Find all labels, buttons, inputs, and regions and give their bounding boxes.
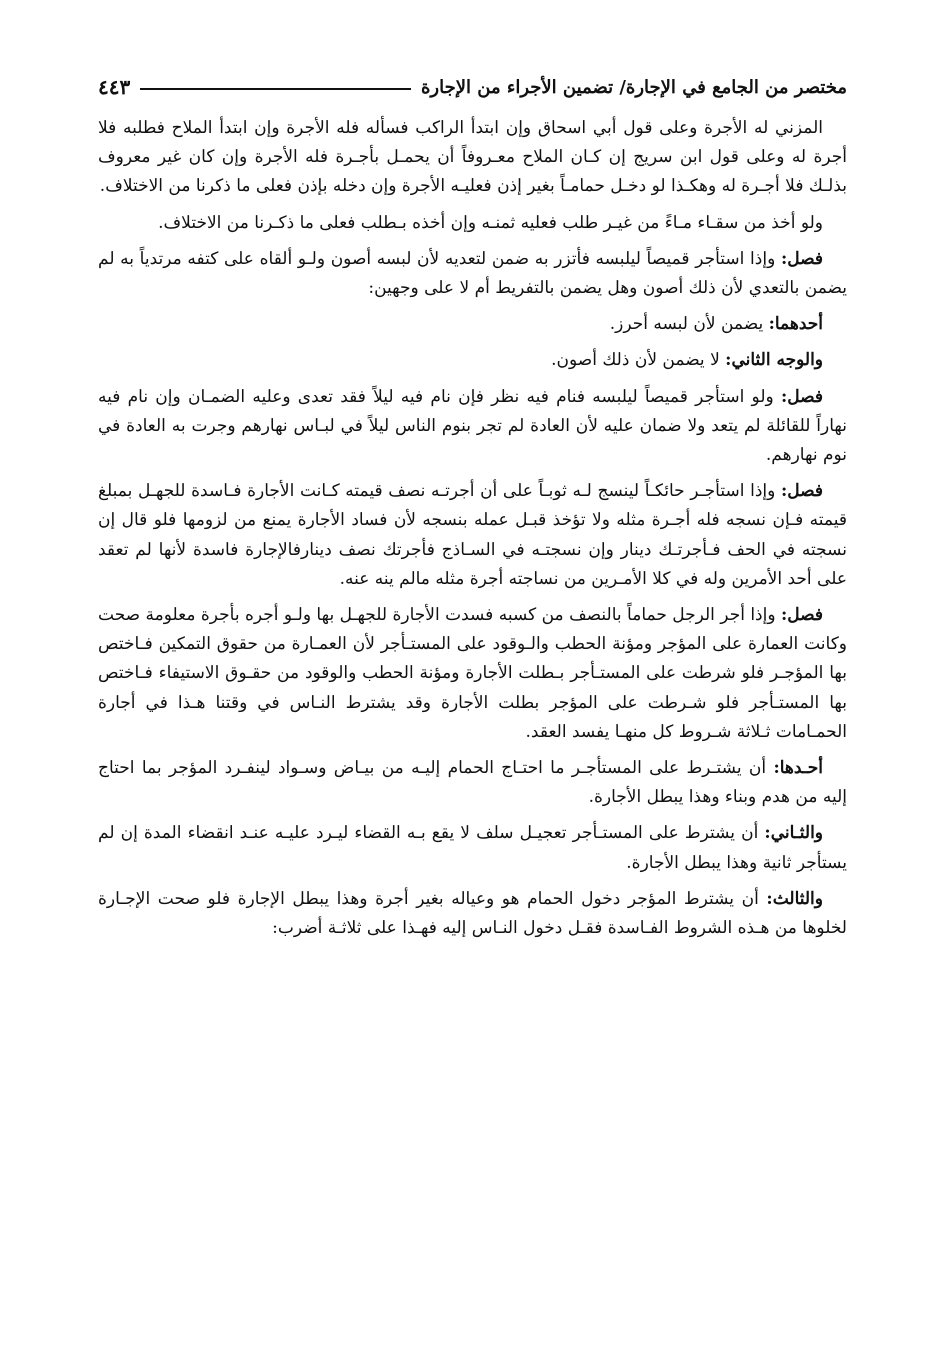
paragraph-1-text: المزني له الأجرة وعلى قول أبي اسحاق وإن ابتدأ الراكب فسأله فله الأجرة وإن ابتدأ الملاح فطلبه فلا أجرة له وعلى قول ابن سريج إن كـان الملاح معـروفاً أن يحمـل بأجـرة فله الأجرة وإن كان غير معروف بذلـك فلا أجـرة له وهكـذا لو دخـل حمامـاً بغير إذن فعليـه الأجرة وإن دخله بإذن فعلى ما ذكرنا من الاختلاف.: [98, 118, 847, 197]
paragraph-10: [98, 819, 847, 877]
second-view-label: والوجه الثاني:: [725, 350, 823, 371]
page-content: [98, 114, 847, 1335]
condition-two-label: والثـاني:: [764, 823, 824, 844]
first-view-label: أحدهما:: [768, 314, 823, 335]
section-label: فصل:: [780, 481, 824, 502]
section-label: فصل:: [780, 605, 823, 626]
paragraph-9-text: أن يشتـرط على المستأجـر ما احتـاج الحمام إليـه من بيـاض وسـواد لينفـرد المؤجر بما احتاج إليه من هدم وبناء وهذا يبطل الأجارة.: [98, 758, 847, 808]
paragraph-1: [98, 114, 847, 202]
paragraph-2-text: ولو أخذ من سقـاء مـاءً من غيـر طلب فعليه ثمنـه وإن أخذه بـطلب فعلى ما ذكـرنا من الاختلاف.: [158, 212, 823, 233]
condition-one-label: أحـدها:: [773, 758, 824, 779]
paragraph-8-text: وإذا أجر الرجل حماماً بالنصف من كسبه فسدت الأجارة للجهـل بها ولـو أجره بأجرة معلومة صحت وكانت العمارة على المؤجر ومؤنة الحطب والـوقود على المستـأجر لأن العمـارة من حقوق التمكين فـاختص بها المؤجـر فلو شرطت على المستـأجر بـطلت الأجارة ومؤنة الحطب والوقود من حقـوق الاستيفاء فـاختص بها المستـأجر فلو شـرطت على المؤجر بطلت الأجارة وقد يشترط النـاس في وقتنا هـذا في أجارة الحمـامات ثـلاثة شـروط كل منهـا يفسد العقد.: [98, 605, 847, 742]
running-header: [98, 70, 847, 104]
paragraph-2: [98, 209, 847, 238]
paragraph-4: [98, 310, 847, 339]
paragraph-10-text: أن يشترط على المستـأجر تعجيـل سلف لا يقع بـه القضاء ليـرد عليـه عنـد انقضاء المدة إن لم يستأجر ثانية وهذا يبطل الأجارة.: [98, 823, 847, 873]
paragraph-9: [98, 754, 847, 812]
paragraph-7-text: وإذا استأجـر حائكـاً لينسج لـه ثوبـاً على أن أجرتـه نصف قيمته كـانت الأجارة فـاسدة للجهـل بمبلغ قيمته فـإن نسجه فله أجـرة مثله ولا تؤخذ قبـل عمله بنسجه لأن فساد الأجارة يمنع من لزومها فلو قال إن نسجته في الحف فـأجرتـك دينار وإن نسجتـه في السـاذج فأجرتك نصف دينارفالإجارة فاسدة لأنها لم تعقد على أحد الأمرين وله في كلا الأمـرين من نساجته أجرة مثله مالم ينه عنه.: [98, 481, 847, 589]
section-label: فصل:: [780, 248, 823, 269]
paragraph-3: [98, 245, 847, 303]
page-number: ٤٤٣: [98, 75, 131, 99]
paragraph-11: [98, 885, 847, 943]
header-rule: [140, 88, 411, 90]
paragraph-6: [98, 383, 847, 471]
paragraph-5: [98, 346, 847, 375]
paragraph-4-text: يضمن لأن لبسه أحرز.: [609, 314, 764, 335]
paragraph-3-text: وإذا استأجر قميصاً ليلبسه فأتزر به ضمن لتعديه لأن لبسه أصون ولـو ألقاه على كتفه مرتدياً به لم يضمن بالتعدي لأن ذلك أصون وهل يضمن بالتفريط أم لا على وجهين:: [98, 248, 847, 299]
section-label: فصل:: [780, 386, 823, 407]
header-title: مختصر من الجامع في الإجارة/ تضمين الأجراء من الإجارة: [421, 76, 847, 98]
paragraph-5-text: لا يضمن لأن ذلك أصون.: [551, 350, 720, 371]
paragraph-11-text: أن يشترط المؤجر دخول الحمام هو وعياله بغير أجرة وهذا يبطل الإجارة فلو صحت الإجـارة لخلوها من هـذه الشروط الفـاسدة فقـل دخول النـاس إليه فهـذا على ثلاثـة أضرب:: [98, 888, 847, 939]
paragraph-8: [98, 601, 847, 747]
paragraph-7: [98, 477, 847, 594]
paragraph-6-text: ولو استأجر قميصاً ليلبسه فنام فيه نظر فإن نام فيه ليلاً فقد تعدى وعليه الضمـان وإن نام فيه نهاراً للقائلة لم يتعد ولا ضمان عليه لأن العادة لم تجر بنوم الناس ليلاً في لبـاس نهارهم وجرت به العادة في نوم نهارهم.: [98, 386, 847, 466]
condition-three-label: والثالث:: [766, 888, 823, 909]
